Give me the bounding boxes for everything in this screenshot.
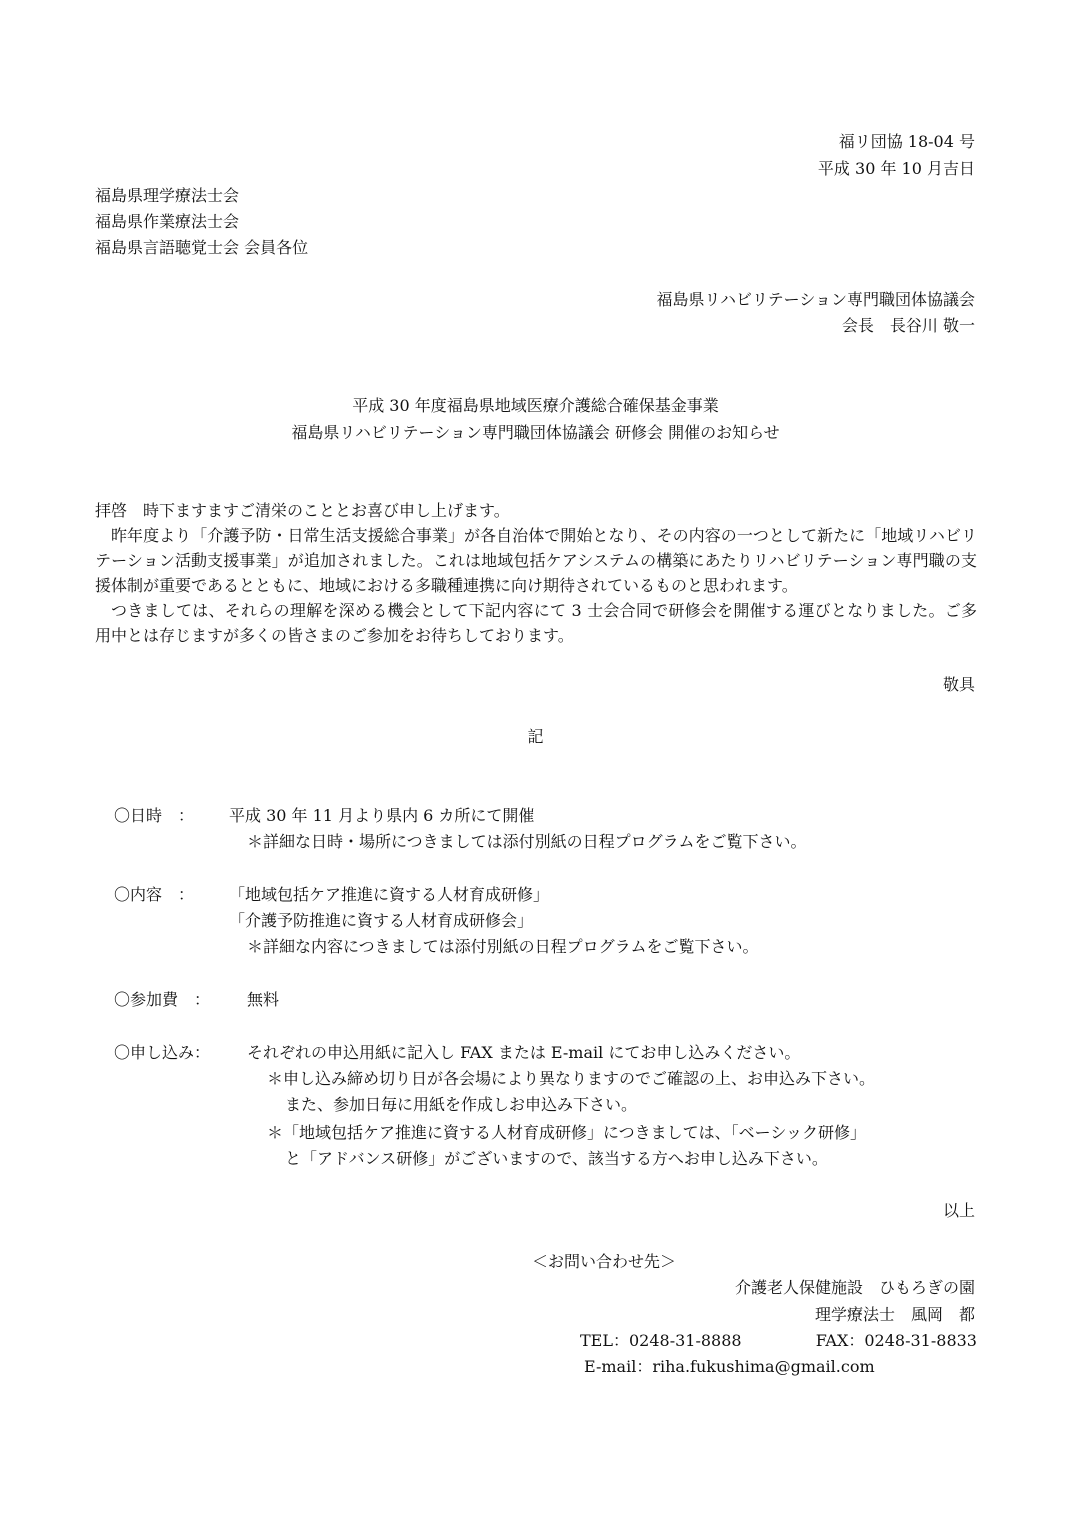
document-date: 平成 30 年 10 月吉日 (817, 159, 975, 178)
apply-note-1b: また、参加日毎に用紙を作成しお申込み下さい。 (285, 1095, 638, 1114)
letter-body (95, 498, 977, 648)
datetime-value: 平成 30 年 11 月より県内 6 カ所にて開催 (229, 806, 535, 825)
content-value-1: 「地域包括ケア推進に資する人材育成研修」 (229, 885, 550, 904)
content-note: ＊詳細な内容につきましては添付別紙の日程プログラムをご覧下さい。 (247, 937, 759, 956)
apply-note-2a: ＊「地域包括ケア推進に資する人材育成研修」につきましては、「ベーシック研修」 (267, 1123, 867, 1142)
closing-keigu: 敬具 (942, 675, 975, 694)
contact-facility: 介護老人保健施設 ひもろぎの園 (734, 1278, 975, 1297)
recipient-pt-association: 福島県理学療法士会 (95, 186, 240, 205)
document-number: 福リ団協 18-04 号 (838, 132, 975, 151)
title-line-1: 平成 30 年度福島県地域医療介護総合確保基金事業 (352, 396, 719, 415)
sender-organization: 福島県リハビリテーション専門職団体協議会 (656, 290, 975, 309)
datetime-label: 〇日時 ： (114, 806, 195, 825)
fee-label: 〇参加費 ： (114, 990, 211, 1009)
ki-marker: 記 (527, 727, 544, 746)
contact-person: 理学療法士 風岡 都 (814, 1305, 975, 1324)
closing-ijou: 以上 (942, 1201, 975, 1220)
contact-email: E-mail：riha.fukushima@gmail.com (584, 1357, 875, 1376)
title-line-2: 福島県リハビリテーション専門職団体協議会 研修会 開催のお知らせ (291, 423, 780, 442)
apply-label: 〇申し込み： (114, 1043, 211, 1062)
apply-note-1a: ＊申し込み締め切り日が各会場により異なりますのでご確認の上、お申込み下さい。 (267, 1069, 876, 1088)
apply-note-2b: と「アドバンス研修」がございますので、該当する方へお申し込み下さい。 (285, 1149, 828, 1168)
datetime-note: ＊詳細な日時・場所につきましては添付別紙の日程プログラムをご覧下さい。 (247, 832, 807, 851)
contact-tel: TEL：0248-31-8888 (580, 1331, 742, 1350)
greeting: 拝啓 時下ますますご清栄のこととお喜び申し上げます。 (95, 501, 510, 520)
content-label: 〇内容 ： (114, 885, 195, 904)
body-paragraph-2: つきましては、それらの理解を深める機会として下記内容にて 3 士会合同で研修会を開催する運びとなりました。ご多用中とは存じますが多くの皆さまのご参加をお待ちしております。 (95, 601, 977, 645)
recipient-st-association: 福島県言語聴覚士会 会員各位 (95, 238, 309, 257)
fee-value: 無料 (247, 990, 280, 1009)
recipient-ot-association: 福島県作業療法士会 (95, 212, 240, 231)
sender-name: 会長 長谷川 敬一 (841, 316, 975, 335)
contact-fax: FAX：0248-31-8833 (815, 1331, 977, 1350)
content-value-2: 「介護予防推進に資する人材育成研修会」 (229, 911, 534, 930)
contact-heading: ＜お問い合わせ先＞ (532, 1252, 677, 1271)
apply-value: それぞれの申込用紙に記入し FAX または E-mail にてお申し込みください。 (247, 1043, 801, 1062)
body-paragraph-1: 昨年度より「介護予防・日常生活支援総合事業」が各自治体で開始となり、その内容の一つとして新たに「地域リハビリテーション活動支援事業」が追加されました。これは地域包括ケアシステムの構築にあたりリハビリテーション専門職の支援体制が重要であるとともに、地域における多職種連携に向け期待されているものと思われます。 (95, 526, 977, 595)
